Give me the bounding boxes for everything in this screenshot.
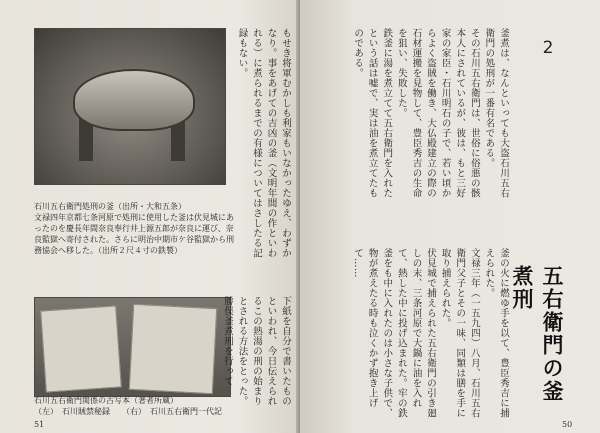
right-lower-column-text: 釜の火に燃ゆ手を以て、豊臣秀吉に捕えられた。 文禄三年（一五九四）八月、石川五右衛門父子とその一味、同類は膳を手に取り捕えられた。 伏見城で捕えられた五右衛門の引き廻しの末、三条河原で大鍋に油を入れて、熱した中に投げ込まれた。牢の鉄釜をも中に入れたのは小さな子供で、 物が煮えたる時も泣くかず抱き上げて……	[352, 248, 509, 418]
chapter-title: 五右衛門の釜煮刑	[510, 265, 564, 403]
kettle-image	[73, 69, 195, 131]
right-upper-column-text: 釜煮は、なんといっても大盗石川五右衛門の処刑が一番有名である。 その石川五右衛門は、世俗に俗悪の骸本人にされているが、彼は、もと三好家の家臣・石川明石の子で、若い頃からよく盗賊を働き、大仏殿建立の際の石材運搬を見物して、豊臣秀吉の生命を狙い、失敗した。 鉄釜に湯を煮立てて五右衛門を入れたという話は嘘で、実は油を煮立てたものである。	[352, 28, 509, 198]
manuscripts-photo	[34, 297, 231, 397]
left-lower-column-text: 下紙を自分で書いたものといわれ、今日伝えられるこの熱湯の刑の始まりとされる方法をとった。勝俣釜煮刑を行って	[222, 296, 291, 406]
left-page-number: 51	[34, 420, 45, 429]
right-page-number: 50	[562, 420, 573, 429]
manuscript-right	[129, 304, 217, 394]
kettle-photo	[34, 28, 226, 185]
manuscript-left	[40, 305, 122, 392]
manuscripts-photo-caption: 石川五右衛門関係の古写本（著者所蔵） （左） 石川賊禁秘録 （右） 石川五右衛門一代記	[34, 396, 222, 416]
chapter-number: 2	[542, 38, 554, 58]
left-upper-column-text: もせき将軍むかしも利家もいなかったゆえ、わずかなり。事をあげての吉凶の釜（文明年間の作といわれる）に煮られるまでの有様についてはさしたる記録もない。	[236, 28, 291, 258]
kettle-photo-caption: 石川五右衛門処刑の釜（出所・大和五条） 文禄四年京都七条河原で処刑に使用した釜は伏見城にあったのを慶長年間奈良奉行井上源五郎が奈良に運び、奈良監獄へ寄付された。さらに明治中期市ケ谷監獄から刑務協会へ移した。（出所２尺４寸の鉄製）	[34, 202, 234, 255]
